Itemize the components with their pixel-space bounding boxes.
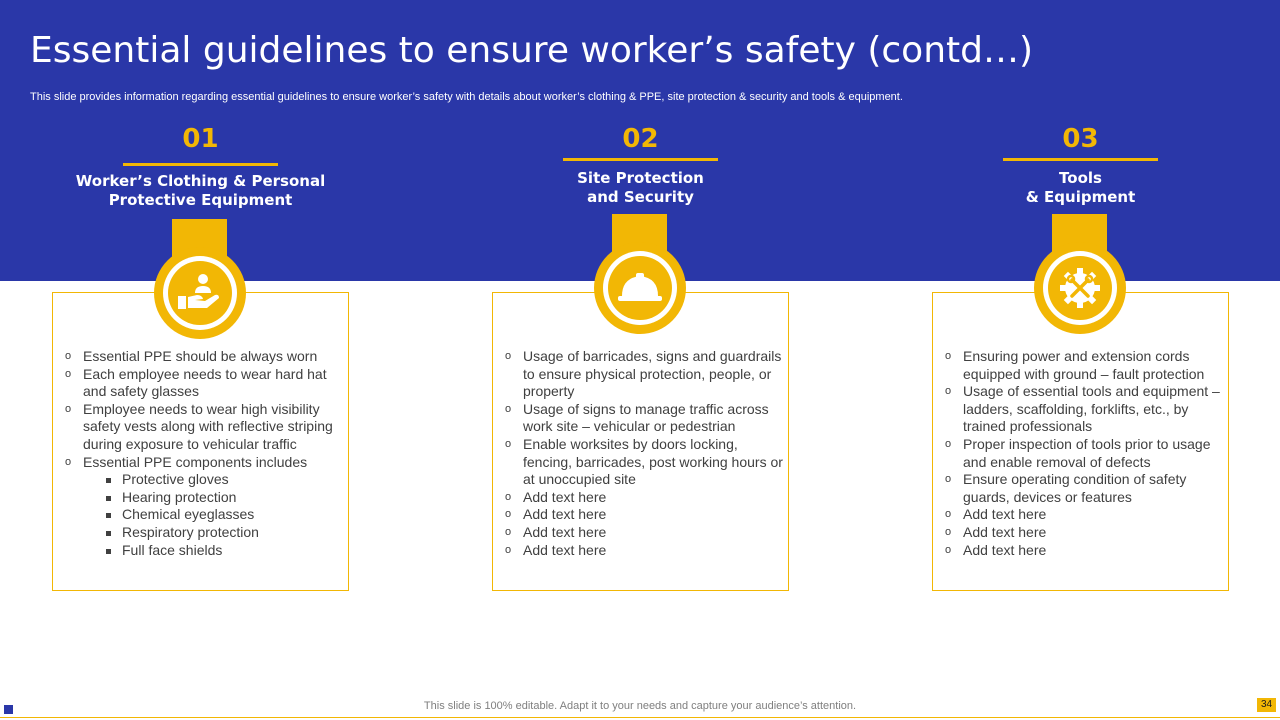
column-heading: Tools & Equipment xyxy=(1025,169,1136,206)
hand-with-person-icon xyxy=(177,273,223,313)
number-underline xyxy=(123,163,278,166)
sub-item: Protective gloves xyxy=(83,471,348,489)
guideline-card xyxy=(932,292,1229,591)
list-item: o Add text here xyxy=(943,524,1228,542)
sub-item: Hearing protection xyxy=(83,489,348,507)
list-item: o Add text here xyxy=(503,542,788,560)
footer-divider xyxy=(0,717,1280,718)
list-item: o Add text here xyxy=(503,506,788,524)
guideline-card xyxy=(492,292,789,591)
guideline-column-3 xyxy=(932,0,1229,600)
sub-item: Respiratory protection xyxy=(83,524,348,542)
ppe-sublist xyxy=(83,471,348,559)
list-item: o Proper inspection of tools prior to usage and enable removal of defects xyxy=(943,436,1228,471)
page-number: 34 xyxy=(1257,698,1276,712)
sub-item: Chemical eyeglasses xyxy=(83,506,348,524)
number-underline xyxy=(1003,158,1158,161)
guideline-column-1 xyxy=(52,0,349,600)
step-number: 01 xyxy=(182,124,219,154)
list-item: o Each employee needs to wear hard hat and safety glasses xyxy=(63,366,348,401)
hard-hat-icon xyxy=(616,270,664,306)
slide-subtitle: This slide provides information regarding essential guidelines to ensure worker’s safety with details about worker’s clothing & PPE, site protection & security and tools & equipment. xyxy=(30,91,903,103)
icon-badge xyxy=(594,242,686,334)
list-item: o Essential PPE should be always worn xyxy=(63,348,348,366)
guideline-list xyxy=(63,348,348,559)
list-item: o Add text here xyxy=(503,489,788,507)
guideline-list xyxy=(503,348,788,559)
column-heading: Site Protection and Security xyxy=(577,169,704,206)
list-item: o Ensuring power and extension cords equipped with ground – fault protection xyxy=(943,348,1228,383)
list-item: o Usage of essential tools and equipment – ladders, scaffolding, forklifts, etc., by trained professionals xyxy=(943,383,1228,436)
slide-title: Essential guidelines to ensure worker’s safety (contd…) xyxy=(30,30,1034,71)
list-item: o Add text here xyxy=(943,506,1228,524)
list-item: o Add text here xyxy=(943,542,1228,560)
step-number: 02 xyxy=(622,124,659,154)
column-heading: Worker’s Clothing & Personal Protective Equipment xyxy=(75,172,326,209)
list-item: o Essential PPE components includes Protective gloves Hearing protection Chemical eyeglasses Respiratory protection Full face shields xyxy=(63,454,348,560)
list-item: o Employee needs to wear high visibility safety vests along with reflective striping during exposure to vehicular traffic xyxy=(63,401,348,454)
sub-item: Full face shields xyxy=(83,542,348,560)
list-item: o Ensure operating condition of safety guards, devices or features xyxy=(943,471,1228,506)
guideline-column-2 xyxy=(492,0,789,600)
guideline-list xyxy=(943,348,1228,559)
list-item: o Enable worksites by doors locking, fencing, barricades, post working hours or at unoccupied site xyxy=(503,436,788,489)
list-item: o Add text here xyxy=(503,524,788,542)
list-item: o Usage of signs to manage traffic across work site – vehicular or pedestrian xyxy=(503,401,788,436)
footer-note: This slide is 100% editable. Adapt it to your needs and capture your audience’s attention. xyxy=(423,700,857,712)
icon-badge xyxy=(1034,242,1126,334)
icon-badge xyxy=(154,247,246,339)
step-number: 03 xyxy=(1062,124,1099,154)
tools-gear-icon xyxy=(1057,265,1103,311)
number-underline xyxy=(563,158,718,161)
list-item: o Usage of barricades, signs and guardrails to ensure physical protection, people, or property xyxy=(503,348,788,401)
